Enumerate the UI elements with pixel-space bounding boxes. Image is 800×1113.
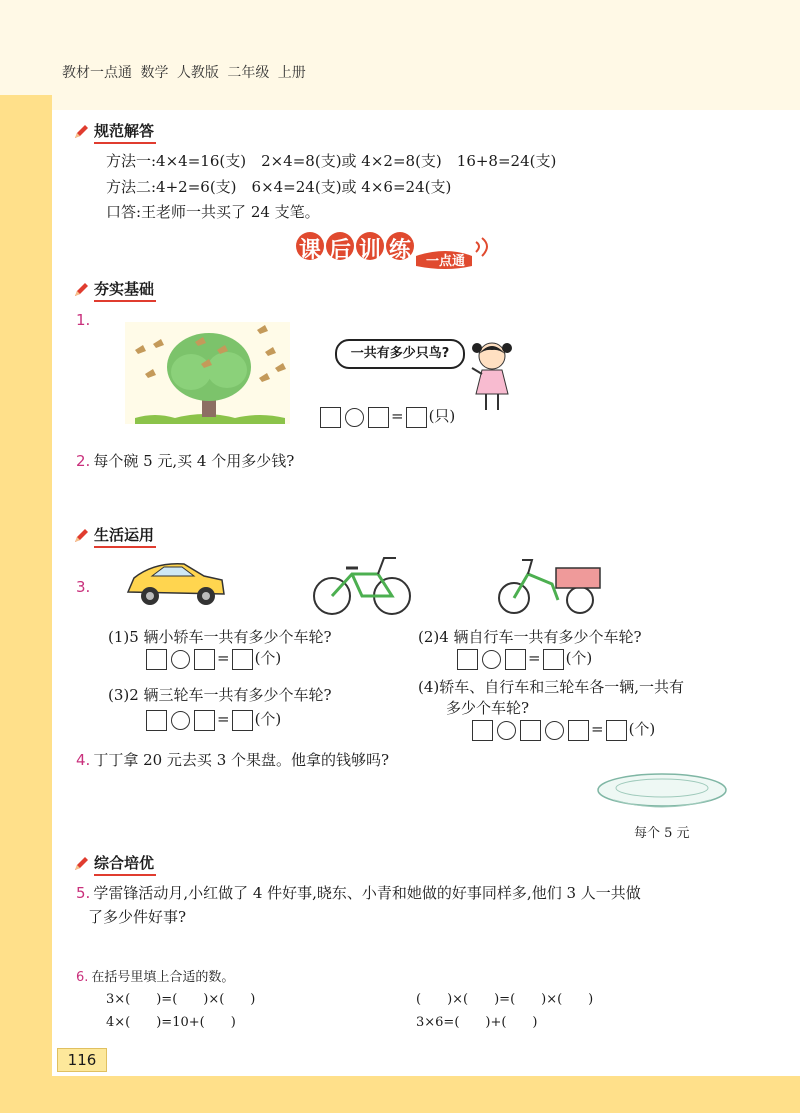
oral-answer: 口答:王老师一共买了 24 支笔。 <box>106 203 320 221</box>
section-title: 规范解答 <box>94 120 156 144</box>
question-3-part-1-equation: = (个) <box>144 647 281 670</box>
question-3-part-3-equation: = (个) <box>144 708 281 731</box>
section-basic <box>72 278 156 302</box>
question-2: 2. 每个碗 5 元,买 4 个用多少钱? <box>76 452 295 470</box>
question-3-part-4-line-2: 多少个车轮? <box>446 699 530 717</box>
answer-box[interactable] <box>606 720 627 741</box>
section-standard-answer <box>72 120 156 144</box>
question-6-row-2-right: 3×6=( )+( ) <box>416 1015 538 1030</box>
answer-box[interactable] <box>368 407 389 428</box>
pencil-icon <box>72 855 90 873</box>
method-two: 方法二:4+2=6(支) 6×4=24(支)或 4×6=24(支) <box>106 178 452 196</box>
answer-box[interactable] <box>520 720 541 741</box>
operator-circle[interactable] <box>345 408 364 427</box>
question-6-row-2-left: 4×( )=10+( ) <box>106 1015 236 1030</box>
answer-box[interactable] <box>146 710 167 731</box>
question-1-number: 1. <box>76 311 91 329</box>
plate-price: 每个 5 元 <box>634 826 690 841</box>
answer-box[interactable] <box>194 710 215 731</box>
section-life <box>72 524 156 548</box>
operator-circle[interactable] <box>482 650 501 669</box>
fruit-plate-illustration <box>594 768 730 814</box>
answer-box[interactable] <box>472 720 493 741</box>
bottom-band <box>0 1076 800 1113</box>
bicycle-illustration <box>312 550 412 618</box>
question-4: 4. 丁丁拿 20 元去买 3 个果盘。他拿的钱够吗? <box>76 751 390 769</box>
question-5-line-2: 了多少件好事? <box>88 908 187 926</box>
method-one: 方法一:4×4=16(支) 2×4=8(支)或 4×2=8(支) 16+8=24(支) <box>106 152 557 170</box>
section-title: 生活运用 <box>94 524 156 548</box>
question-6-row-1-left: 3×( )=( )×( ) <box>106 992 256 1007</box>
question-3-part-2-equation: = (个) <box>455 647 592 670</box>
after-class-banner <box>296 232 508 276</box>
question-3-part-2: (2)4 辆自行车一共有多少个车轮? <box>418 628 642 646</box>
answer-box[interactable] <box>320 407 341 428</box>
question-6-intro: 6. 在括号里填上合适的数。 <box>76 970 235 985</box>
question-3-part-1: (1)5 辆小轿车一共有多少个车轮? <box>108 628 332 646</box>
answer-box[interactable] <box>457 649 478 670</box>
answer-box[interactable] <box>543 649 564 670</box>
question-5-line-1: 5. 学雷锋活动月,小红做了 4 件好事,晓东、小青和她做的好事同样多,他们 3 人一共做 <box>76 884 641 902</box>
top-band <box>0 0 800 110</box>
banner-sub-text: 一点通 <box>426 254 466 269</box>
banner-main-text: 课后训练 <box>299 238 420 263</box>
tree-with-birds-illustration <box>125 322 290 424</box>
car-illustration <box>124 556 228 608</box>
section-comprehensive <box>72 852 156 876</box>
question-3-number: 3. <box>76 578 91 596</box>
section-title: 综合培优 <box>94 852 156 876</box>
running-header: 教材一点通 数学 人教版 二年级 上册 <box>62 65 306 81</box>
pencil-icon <box>72 281 90 299</box>
page-number: 116 <box>57 1048 107 1072</box>
question-3-part-4-equation: = (个) <box>470 718 655 741</box>
operator-circle[interactable] <box>497 721 516 740</box>
girl-illustration <box>462 338 522 416</box>
pencil-icon <box>72 527 90 545</box>
question-3-part-3: (3)2 辆三轮车一共有多少个车轮? <box>108 686 332 704</box>
answer-box[interactable] <box>194 649 215 670</box>
pencil-icon <box>72 123 90 141</box>
answer-box[interactable] <box>232 649 253 670</box>
section-title: 夯实基础 <box>94 278 156 302</box>
answer-box[interactable] <box>406 407 427 428</box>
operator-circle[interactable] <box>171 711 190 730</box>
question-6-row-1-right: ( )×( )=( )×( ) <box>416 992 594 1007</box>
left-margin-strip <box>0 95 52 1113</box>
question-1-equation: = (只) <box>318 405 455 428</box>
answer-box[interactable] <box>232 710 253 731</box>
tricycle-illustration <box>498 554 604 616</box>
question-3-part-4-line-1: (4)轿车、自行车和三轮车各一辆,一共有 <box>418 678 685 696</box>
answer-box[interactable] <box>568 720 589 741</box>
operator-circle[interactable] <box>545 721 564 740</box>
answer-box[interactable] <box>505 649 526 670</box>
speech-bubble: 一共有多少只鸟? <box>335 339 465 369</box>
operator-circle[interactable] <box>171 650 190 669</box>
answer-box[interactable] <box>146 649 167 670</box>
